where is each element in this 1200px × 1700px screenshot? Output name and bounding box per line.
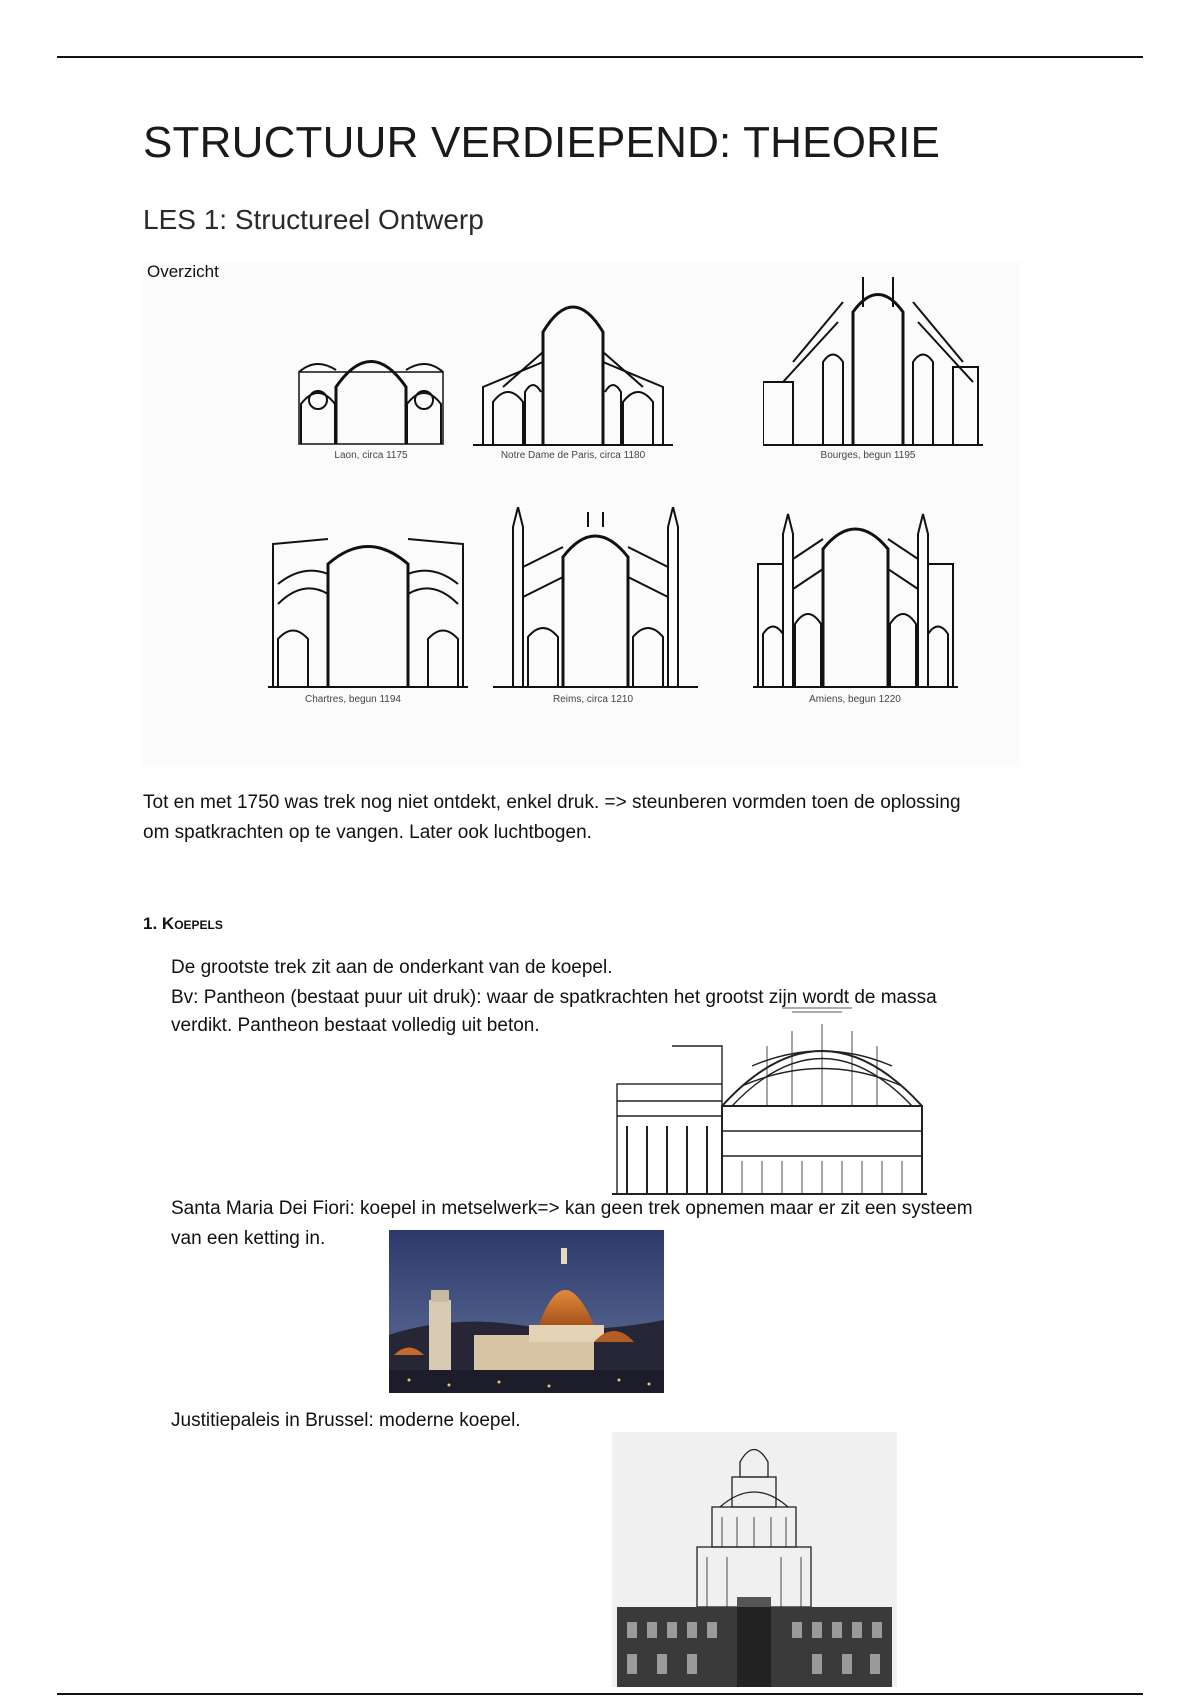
section-notre-dame [473, 292, 673, 447]
section-title: Koepels [161, 914, 223, 933]
duomo-line-2: van een ketting in. [171, 1228, 326, 1249]
section-chartres [268, 524, 468, 689]
intro-line-2: om spatkrachten op te vangen. Later ook luchtbogen. [143, 822, 592, 843]
duomo-photo [389, 1230, 664, 1393]
label-chartres: Chartres, begun 1194 [305, 694, 401, 705]
section-laon [291, 342, 451, 446]
label-reims: Reims, circa 1210 [552, 694, 634, 705]
page-title: STRUCTUUR VERDIEPEND: THEORIE [143, 118, 941, 167]
intro-line-1: Tot en met 1750 was trek nog niet ontdekt, enkel druk. => steunberen vormden toen de oplossing [143, 792, 961, 813]
koepel-paragraph-1: De grootste trek zit aan de onderkant van de koepel. [171, 957, 613, 978]
footer-rule [57, 1693, 1143, 1695]
header-rule [57, 56, 1143, 58]
duomo-line-1: Santa Maria Dei Fiori: koepel in metselwerk=> kan geen trek opnemen maar er zit een systeem [171, 1198, 973, 1219]
section-reims [493, 507, 698, 689]
section-heading-koepels [143, 914, 223, 934]
figure-caption: Overzicht [147, 262, 219, 281]
label-bourges: Bourges, begun 1195 [820, 450, 916, 461]
label-laon: Laon, circa 1175 [334, 450, 408, 461]
justice-palace-line: Justitiepaleis in Brussel: moderne koepel. [171, 1410, 521, 1431]
pantheon-line-1: Bv: Pantheon (bestaat puur uit druk): waar de spatkrachten het grootst zijn wordt de massa [171, 987, 937, 1008]
section-amiens [753, 504, 958, 689]
lesson-subtitle: LES 1: Structureel Ontwerp [143, 204, 484, 235]
section-bourges [763, 272, 983, 447]
pantheon-line-2: verdikt. Pantheon bestaat volledig uit beton. [171, 1015, 540, 1036]
justice-palace-image [612, 1432, 897, 1687]
section-number: 1. [143, 914, 158, 933]
cathedral-sections-figure [143, 262, 1020, 767]
label-notre-dame: Notre Dame de Paris, circa 1180 [500, 450, 646, 461]
label-amiens: Amiens, begun 1220 [809, 694, 901, 705]
pantheon-section-image [612, 1006, 927, 1196]
